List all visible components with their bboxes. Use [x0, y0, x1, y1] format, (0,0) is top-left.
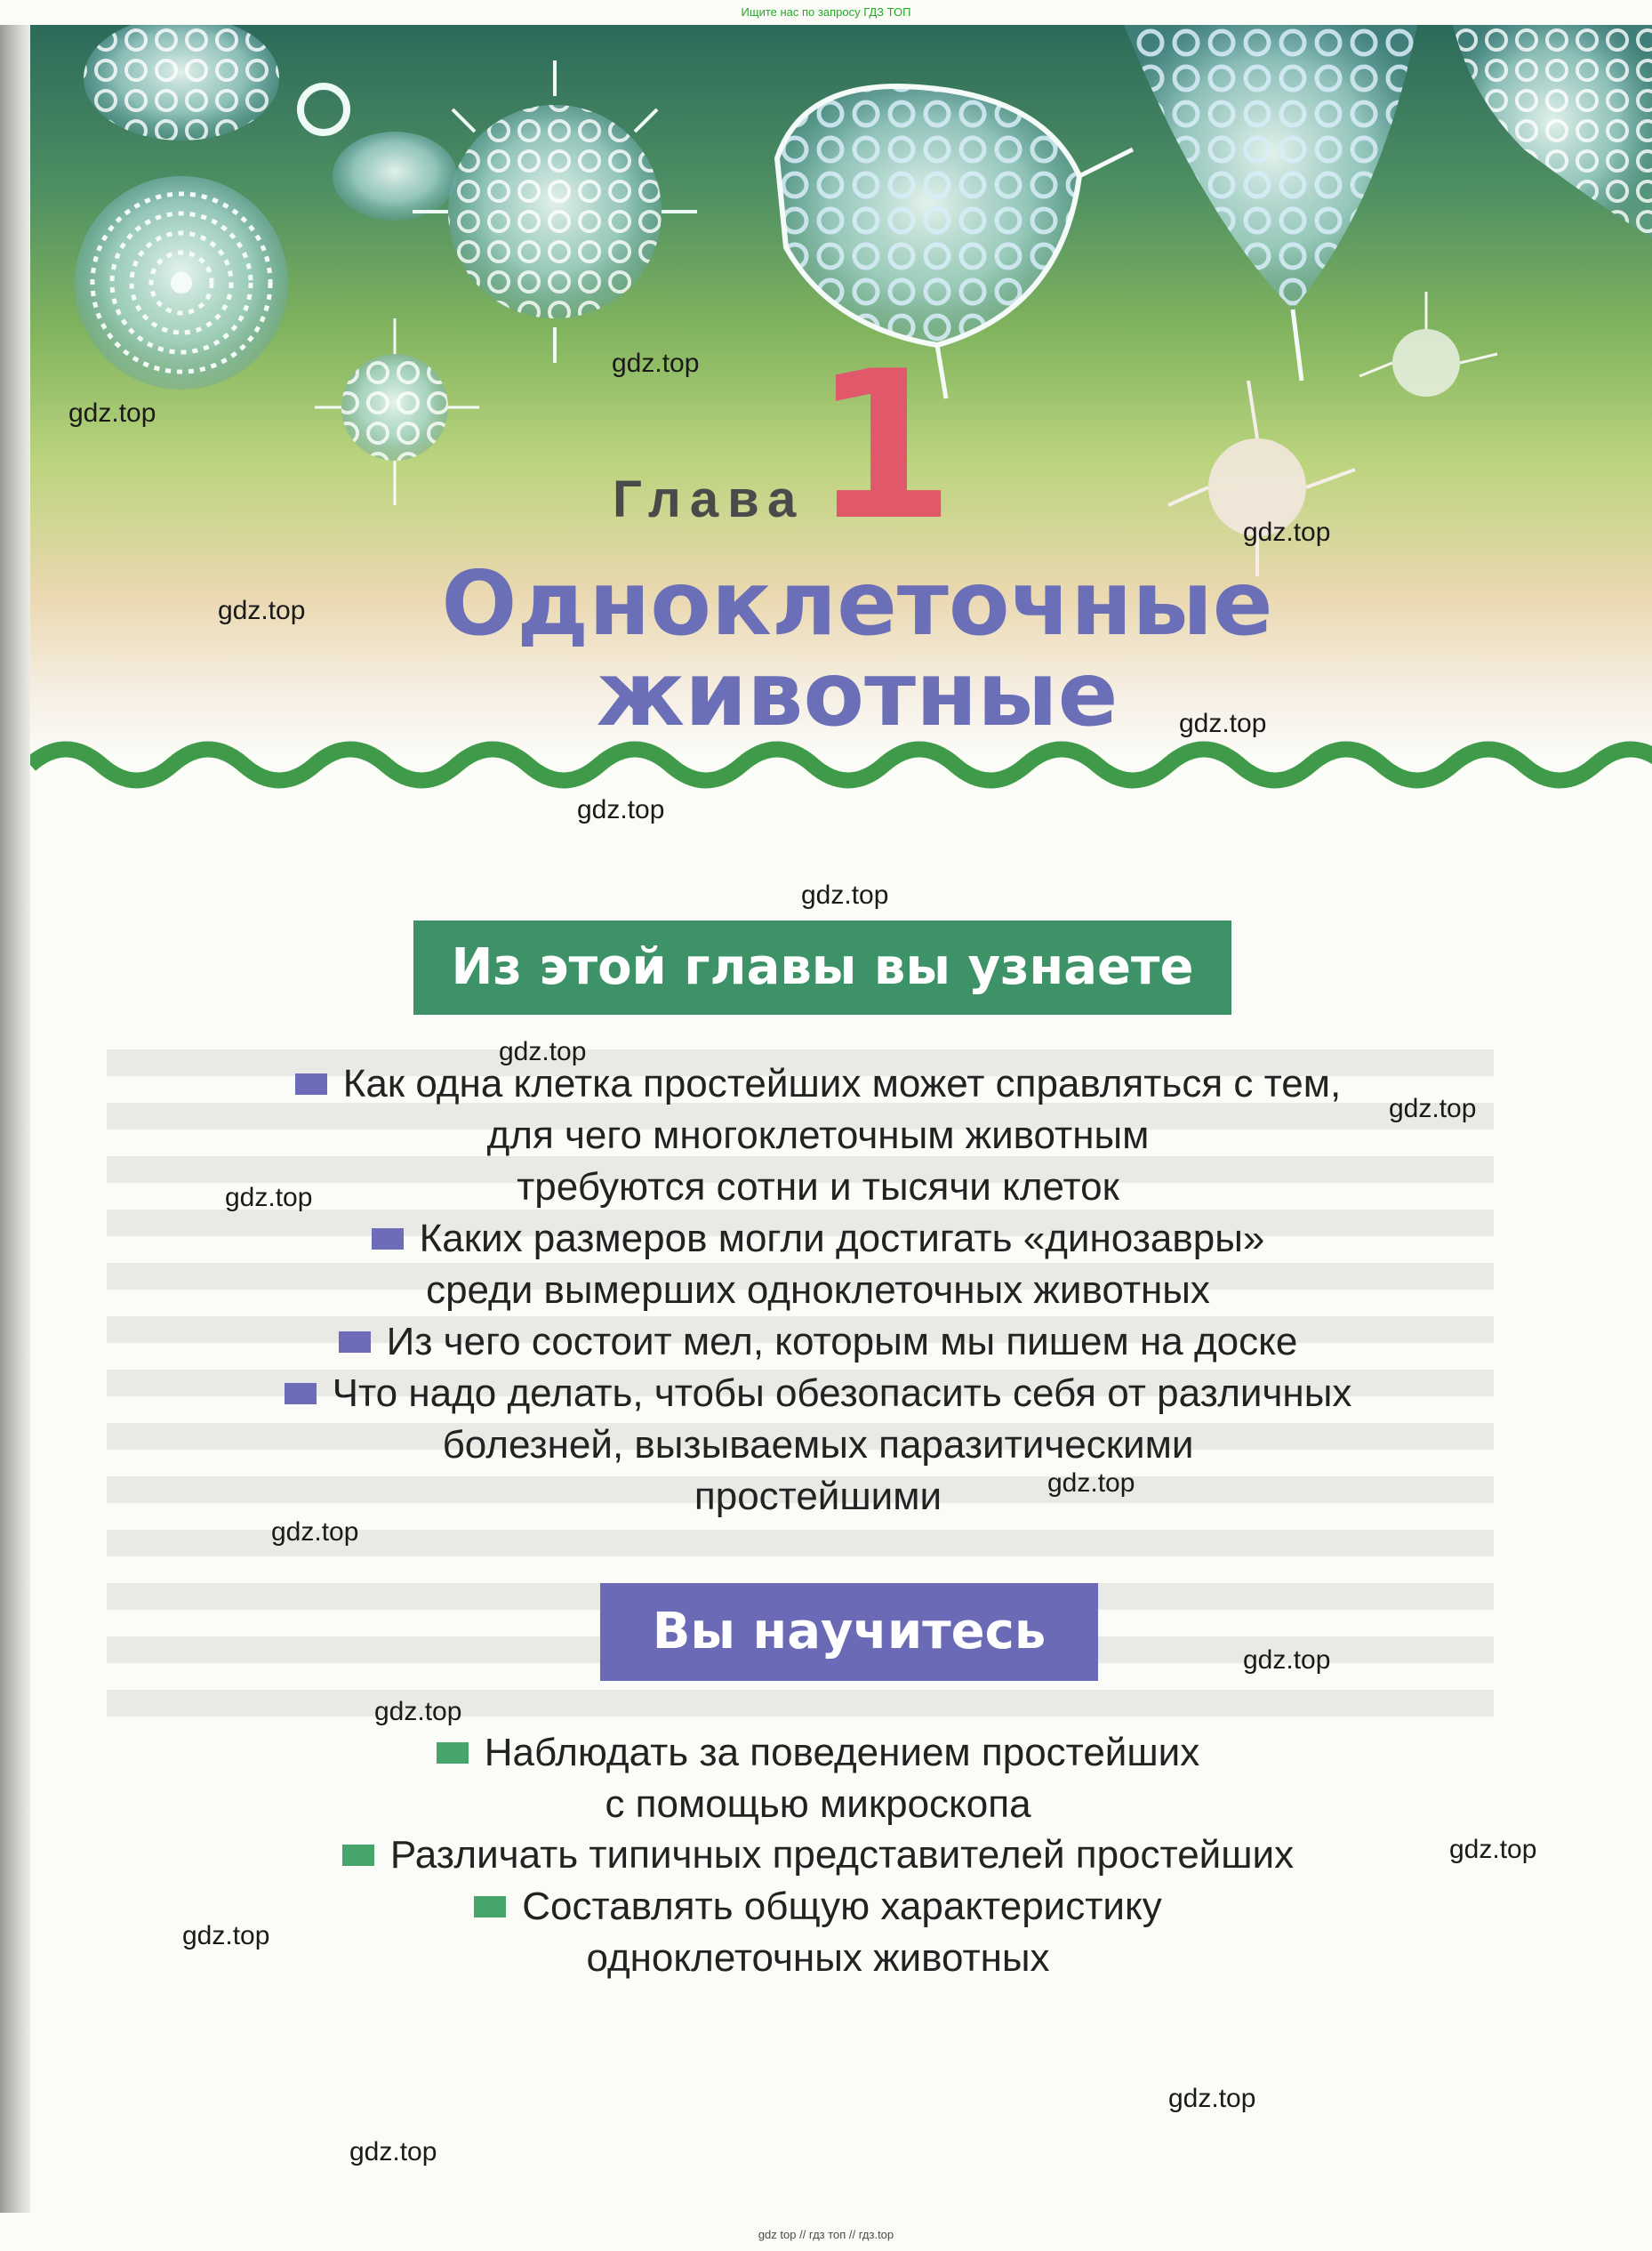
- watermark: gdz.top: [349, 2137, 437, 2167]
- hero-illustration: [30, 25, 1652, 754]
- square-bullet-icon: [342, 1845, 374, 1866]
- learn-item-2: [204, 1213, 1431, 1316]
- learn-item-3-line-1: Из чего состоит мел, которым мы пишем на доске: [386, 1320, 1298, 1363]
- skill-item-3: [204, 1881, 1431, 1984]
- chapter-title-line-2: животные: [596, 642, 1119, 746]
- learn-item-1: [204, 1058, 1431, 1213]
- square-bullet-icon: [437, 1742, 469, 1764]
- watermark: gdz.top: [218, 596, 306, 625]
- skill-item-3-line-2: одноклеточных животных: [586, 1936, 1050, 1980]
- radiolarian-blue-cone: [1124, 25, 1417, 381]
- top-note: Ищите нас по запросу ГДЗ ТОП: [741, 5, 911, 19]
- watermark: gdz.top: [801, 880, 889, 910]
- watermark: gdz.top: [1243, 1645, 1331, 1675]
- watermark: gdz.top: [1179, 709, 1267, 738]
- watermark: gdz.top: [225, 1183, 313, 1212]
- square-bullet-icon: [474, 1896, 506, 1917]
- watermark: gdz.top: [1047, 1468, 1135, 1498]
- radiolarian-spiral-disk: [75, 176, 288, 390]
- learn-item-4-line-1: Что надо делать, чтобы обезопасить себя от различных: [332, 1371, 1352, 1415]
- skill-item-3-line-1: Составлять общую характеристику: [522, 1885, 1162, 1928]
- square-bullet-icon: [372, 1228, 404, 1250]
- radiolarian-right-cone: [1453, 25, 1652, 238]
- learn-item-4-line-3: простейшими: [694, 1475, 942, 1518]
- chapter-number: 1: [813, 328, 956, 566]
- learn-item-1-line-3: требуются сотни и тысячи клеток: [517, 1165, 1119, 1209]
- watermark: gdz.top: [499, 1037, 587, 1066]
- learn-item-2-line-2: среди вымерших одноклеточных животных: [426, 1268, 1210, 1312]
- learn-item-3: [204, 1316, 1431, 1368]
- learn-item-1-line-1: Как одна клетка простейших может справляться с тем,: [342, 1062, 1342, 1105]
- square-bullet-icon: [285, 1383, 317, 1404]
- learn-item-4: [204, 1368, 1431, 1523]
- watermark: gdz.top: [1168, 2084, 1256, 2113]
- page-spine-shadow: [0, 25, 30, 2213]
- footer-note: gdz top // гдз топ // гдз.top: [758, 2228, 894, 2241]
- watermark: gdz.top: [577, 795, 665, 824]
- skill-item-2-line-1: Различать типичных представителей простейших: [389, 1833, 1295, 1877]
- watermark: gdz.top: [612, 349, 700, 378]
- square-bullet-icon: [339, 1331, 371, 1353]
- chapter-title-line-1: Одноклеточные: [441, 551, 1273, 655]
- skills-heading: Вы научитесь: [600, 1583, 1098, 1681]
- watermark: gdz.top: [1243, 518, 1331, 547]
- watermark: gdz.top: [1389, 1094, 1477, 1123]
- skill-item-1-line-1: Наблюдать за поведением простейших: [484, 1731, 1200, 1774]
- learn-item-2-line-1: Каких размеров могли достигать «динозавры»: [419, 1217, 1265, 1260]
- radiolarian-spiny-sphere: [413, 60, 697, 363]
- watermark: gdz.top: [182, 1921, 270, 1950]
- watermark: gdz.top: [1449, 1835, 1537, 1864]
- skill-item-2: [204, 1829, 1431, 1881]
- chapter-label: Глава: [613, 470, 806, 528]
- green-wave-divider: [30, 729, 1652, 800]
- watermark: gdz.top: [68, 398, 156, 428]
- watermark: gdz.top: [374, 1697, 462, 1726]
- learn-item-1-line-2: для чего многоклеточным животным: [486, 1113, 1150, 1157]
- learn-item-4-line-2: болезней, вызываемых паразитическими: [442, 1423, 1194, 1467]
- watermark: gdz.top: [271, 1517, 359, 1547]
- square-bullet-icon: [295, 1073, 327, 1095]
- skill-item-1-line-2: с помощью микроскопа: [605, 1782, 1031, 1826]
- learn-heading: Из этой главы вы узнаете: [413, 920, 1231, 1015]
- skill-item-1: [204, 1727, 1431, 1830]
